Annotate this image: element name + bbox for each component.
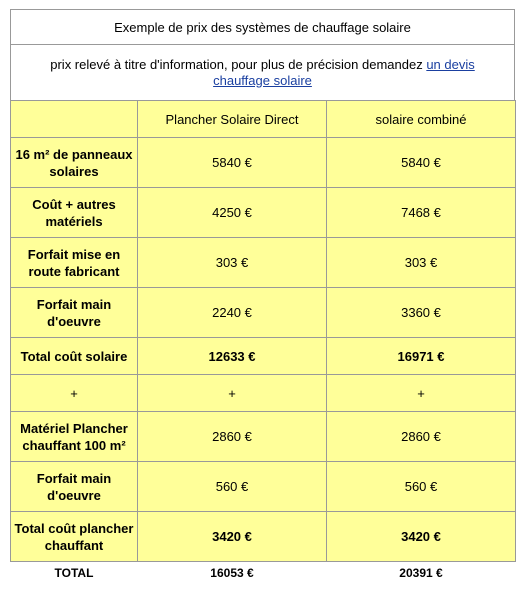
cell-solaire-combine: 2860 € xyxy=(327,412,516,462)
cell-solaire-combine: + xyxy=(327,375,516,412)
row-label: Forfait main d'oeuvre xyxy=(11,288,138,338)
cell-plancher-solaire-direct: 4250 € xyxy=(138,188,327,238)
cell-plancher-solaire-direct: 3420 € xyxy=(138,512,327,562)
cell-plancher-solaire-direct: 2240 € xyxy=(138,288,327,338)
cell-plancher-solaire-direct: + xyxy=(138,375,327,412)
row-label: Forfait mise en route fabricant xyxy=(11,238,138,288)
row-label: Matériel Plancher chauffant 100 m² xyxy=(11,412,138,462)
header-solaire-combine: solaire combiné xyxy=(327,101,516,138)
cell-solaire-combine: 5840 € xyxy=(327,138,516,188)
cell-plancher-solaire-direct: 560 € xyxy=(138,462,327,512)
devis-link[interactable]: un devis chauffage solaire xyxy=(213,56,475,88)
table-row xyxy=(11,412,516,462)
table-row xyxy=(11,138,516,188)
table-title: Exemple de prix des systèmes de chauffage solaire xyxy=(10,9,515,44)
table-row-total-solaire xyxy=(11,338,516,375)
row-label: + xyxy=(11,375,138,412)
row-label: Total coût plancher chauffant xyxy=(11,512,138,562)
table-row xyxy=(11,238,516,288)
header-empty-cell xyxy=(11,101,138,138)
subtitle-text: prix relevé à titre d'information, pour plus de précision demandez xyxy=(50,56,427,72)
price-table-container xyxy=(10,9,515,583)
total-label: TOTAL xyxy=(11,562,138,584)
row-label: Forfait main d'oeuvre xyxy=(11,462,138,512)
cell-solaire-combine: 16971 € xyxy=(327,338,516,375)
cell-plancher-solaire-direct: 5840 € xyxy=(138,138,327,188)
row-label: Total coût solaire xyxy=(11,338,138,375)
table-row-plus xyxy=(11,375,516,412)
table-row xyxy=(11,462,516,512)
total-solaire-combine: 20391 € xyxy=(327,562,516,584)
header-row xyxy=(11,101,516,138)
total-plancher-solaire-direct: 16053 € xyxy=(138,562,327,584)
cell-solaire-combine: 303 € xyxy=(327,238,516,288)
table-row xyxy=(11,188,516,238)
row-label: Coût + autres matériels xyxy=(11,188,138,238)
table-row-total-plancher xyxy=(11,512,516,562)
cell-solaire-combine: 3420 € xyxy=(327,512,516,562)
cell-solaire-combine: 3360 € xyxy=(327,288,516,338)
header-plancher-solaire-direct: Plancher Solaire Direct xyxy=(138,101,327,138)
grand-total-row xyxy=(11,562,516,584)
table-row xyxy=(11,288,516,338)
row-label: 16 m² de panneaux solaires xyxy=(11,138,138,188)
price-table xyxy=(10,100,516,583)
cell-plancher-solaire-direct: 12633 € xyxy=(138,338,327,375)
cell-solaire-combine: 7468 € xyxy=(327,188,516,238)
subtitle xyxy=(10,44,515,100)
cell-plancher-solaire-direct: 2860 € xyxy=(138,412,327,462)
cell-plancher-solaire-direct: 303 € xyxy=(138,238,327,288)
cell-solaire-combine: 560 € xyxy=(327,462,516,512)
